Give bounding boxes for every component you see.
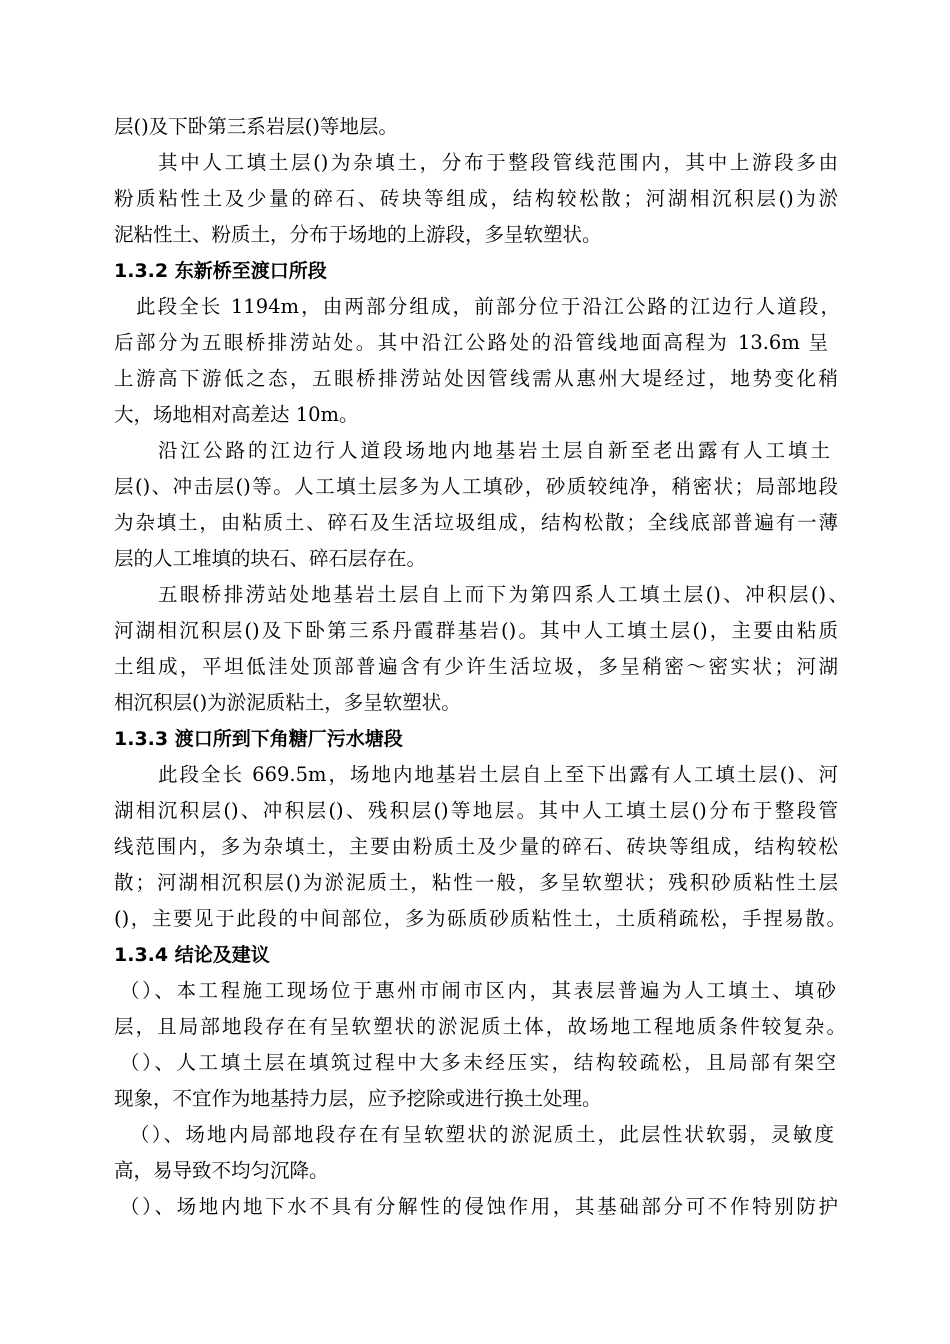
text-line: 后部分为五眼桥排涝站处。其中沿江公路处的沿管线地面高程为 13.6m 呈 (114, 331, 828, 354)
section-heading-1-3-4: 1.3.4 结论及建议 (114, 944, 270, 966)
text-line: （）、人工填土层在填筑过程中大多未经压实，结构较疏松，且局部有架空 (120, 1051, 836, 1074)
text-line: （）、本工程施工现场位于惠州市闹市区内，其表层普遍为人工填土、填砂 (120, 979, 836, 1002)
text-line: （）、场地内局部地段存在有呈软塑状的淤泥质土，此层性状软弱，灵敏度 (130, 1123, 834, 1146)
text-line: 此段全长 1194m，由两部分组成，前部分位于沿江公路的江边行人道段， (136, 295, 840, 318)
text-line: 层()及下卧第三系岩层()等地层。 (114, 115, 398, 138)
text-line: 为杂填土，由粘质土、碎石及生活垃圾组成，结构松散；全线底部普遍有一薄 (114, 511, 838, 534)
text-line: 散；河湖相沉积层()为淤泥质土，粘性一般，多呈软塑状；残积砂质粘性土层 (114, 871, 838, 894)
text-line: 沿江公路的江边行人道段场地内地基岩土层自新至老出露有人工填土 (158, 439, 830, 462)
text-line: 现象，不宜作为地基持力层，应予挖除或进行换土处理。 (114, 1087, 602, 1110)
text-line: 线范围内，多为杂填土，主要由粉质土及少量的碎石、砖块等组成，结构较松 (114, 835, 838, 858)
text-line: 大，场地相对高差达 10m。 (114, 403, 359, 426)
text-line: 五眼桥排涝站处地基岩土层自上而下为第四系人工填土层()、冲积层()、 (158, 583, 848, 606)
text-line: 层的人工堆填的块石、碎石层存在。 (114, 547, 427, 570)
text-line: ()，主要见于此段的中间部位，多为砾质砂质粘性土，土质稍疏松，手捏易散。 (114, 907, 846, 930)
text-line: 河湖相沉积层()及下卧第三系丹霞群基岩()。其中人工填土层()，主要由粘质 (114, 619, 838, 642)
text-line: 泥粘性土、粉质土，分布于场地的上游段，多呈软塑状。 (114, 223, 602, 246)
section-heading-1-3-3: 1.3.3 渡口所到下角糖厂污水塘段 (114, 728, 403, 750)
text-line: 层()、冲击层()等。人工填土层多为人工填砂，砂质较纯净，稍密状；局部地段 (114, 475, 838, 498)
text-line: 高，易导致不均匀沉降。 (114, 1159, 329, 1182)
text-line: 其中人工填土层()为杂填土，分布于整段管线范围内，其中上游段多由 (158, 151, 838, 174)
text-line: 土组成，平坦低洼处顶部普遍含有少许生活垃圾，多呈稍密～密实状；河湖 (114, 655, 838, 678)
text-line: 此段全长 669.5m，场地内地基岩土层自上至下出露有人工填土层()、河 (158, 763, 838, 786)
text-line: （）、场地内地下水不具有分解性的侵蚀作用，其基础部分可不作特别防护 (120, 1195, 838, 1218)
text-line: 上游高下游低之态，五眼桥排涝站处因管线需从惠州大堤经过，地势变化稍 (114, 367, 838, 390)
text-line: 粉质粘性土及少量的碎石、砖块等组成，结构较松散；河湖相沉积层()为淤 (114, 187, 838, 210)
text-line: 相沉积层()为淤泥质粘土，多呈软塑状。 (114, 691, 461, 714)
text-line: 湖相沉积层()、冲积层()、残积层()等地层。其中人工填土层()分布于整段管 (114, 799, 838, 822)
section-heading-1-3-2: 1.3.2 东新桥至渡口所段 (114, 260, 327, 282)
text-line: 层，且局部地段存在有呈软塑状的淤泥质土体，故场地工程地质条件较复杂。 (114, 1015, 846, 1038)
